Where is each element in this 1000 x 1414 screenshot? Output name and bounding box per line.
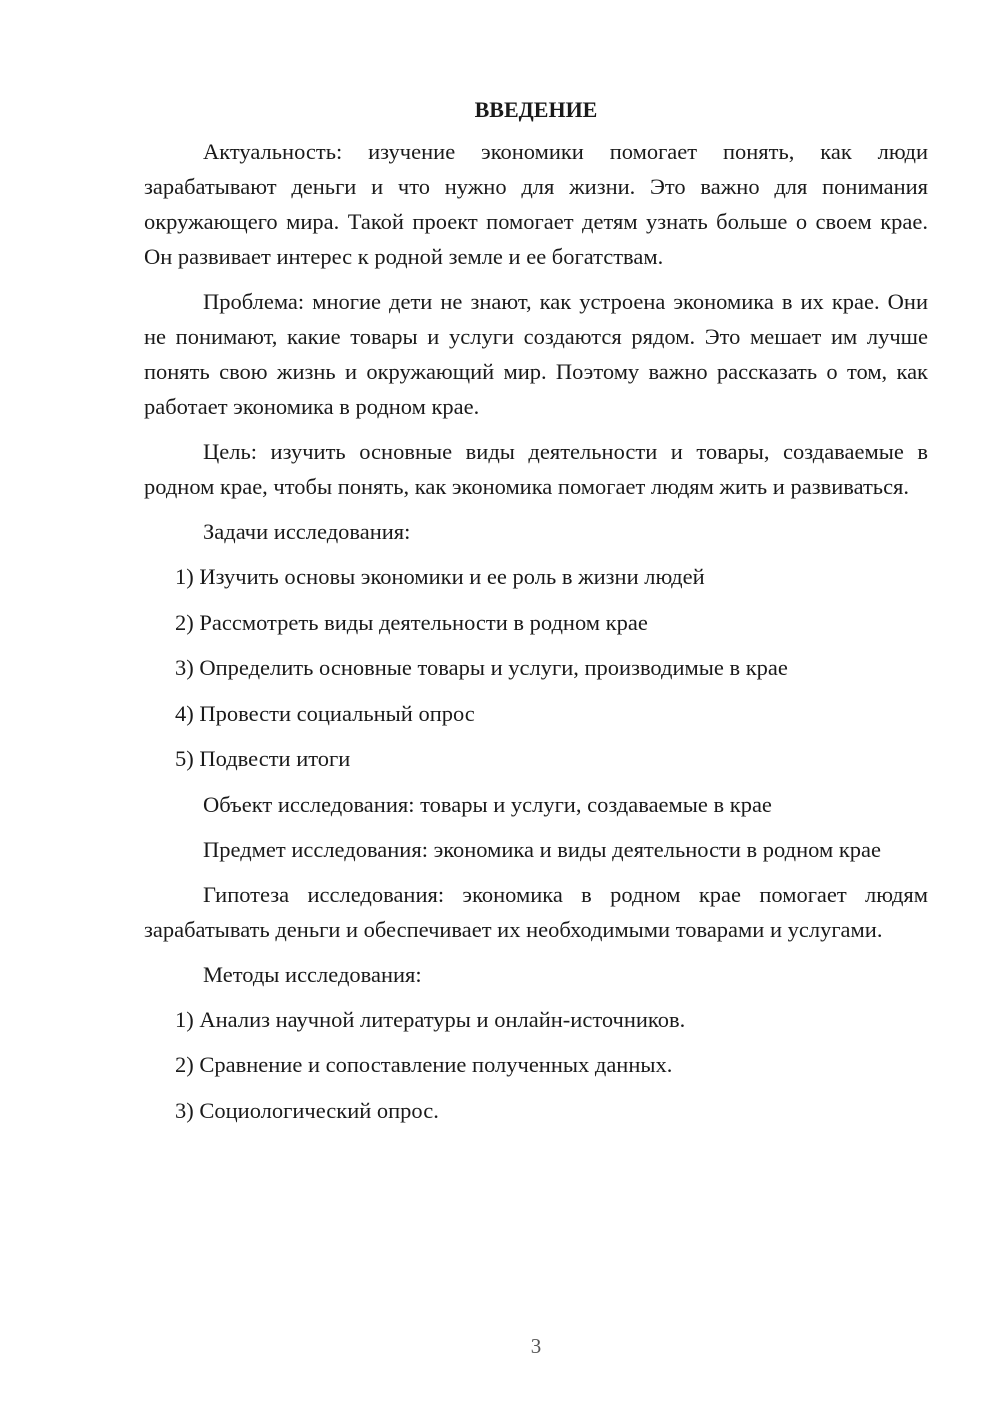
list-item: 5) Подвести итоги	[175, 746, 351, 771]
subject-paragraph: Предмет исследования: экономика и виды деятельности в родном крае	[203, 836, 881, 862]
list-item: 4) Провести социальный опрос	[175, 700, 475, 726]
page-number: 3	[530, 1334, 542, 1358]
page-title: ВВЕДЕНИЕ	[474, 97, 598, 122]
list-item: 1) Изучить основы экономики и ее роль в жизни людей	[175, 564, 705, 589]
list-item: 2) Сравнение и сопоставление полученных данных.	[175, 1052, 673, 1077]
problem-paragraph: Проблема: многие дети не знают, как устроена экономика в их крае. Они не понимают, какие товары и услуги создаются рядом. Это мешает им лучше понять свою жизнь и окружающий мир. Поэтому важно рассказать о том, как работает экономика в родном крае.	[144, 289, 928, 419]
methods-list	[144, 1002, 928, 1128]
list-item: 2) Рассмотреть виды деятельности в родном крае	[175, 609, 648, 635]
methods-heading: Методы исследования:	[203, 961, 422, 987]
relevance-paragraph: Актуальность: изучение экономики помогает понять, как люди зарабатывают деньги и что нужно для жизни. Это важно для понимания окружающего мира. Такой проект помогает детям узнать больше о своем крае. Он развивает интерес к родной земле и ее богатствам.	[144, 139, 928, 269]
list-item: 3) Определить основные товары и услуги, производимые в крае	[175, 655, 788, 680]
list-item: 1) Анализ научной литературы и онлайн-источников.	[175, 1006, 686, 1032]
document-page	[144, 92, 928, 1138]
goal-paragraph: Цель: изучить основные виды деятельности и товары, создаваемые в родном крае, чтобы понять, как экономика помогает людям жить и развиваться.	[144, 439, 928, 499]
hypothesis-paragraph: Гипотеза исследования: экономика в родном крае помогает людям зарабатывать деньги и обеспечивает их необходимыми товарами и услугами.	[144, 881, 928, 942]
tasks-heading: Задачи исследования:	[203, 519, 411, 544]
object-paragraph: Объект исследования: товары и услуги, создаваемые в крае	[203, 791, 772, 817]
tasks-list	[144, 559, 928, 776]
list-item: 3) Социологический опрос.	[175, 1097, 439, 1123]
